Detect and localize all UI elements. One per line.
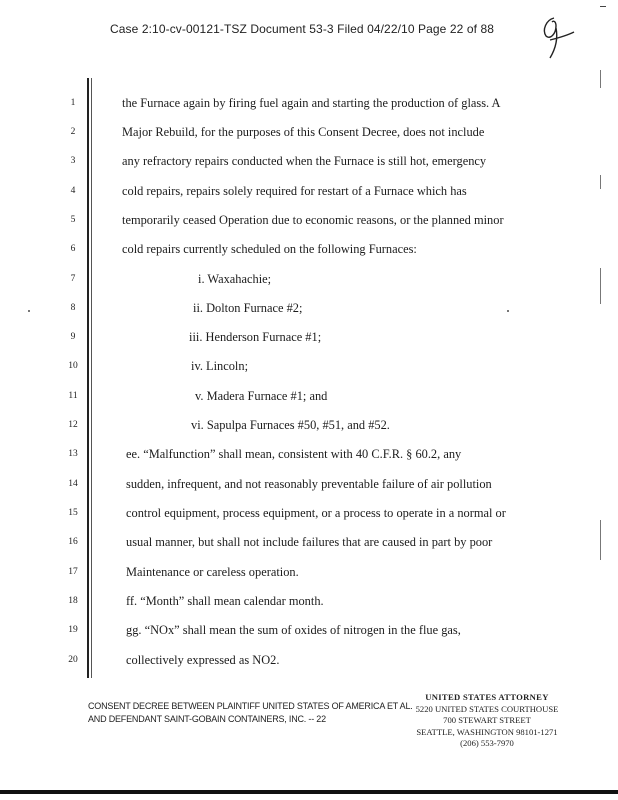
- line-number: 2: [70, 127, 76, 137]
- footer-caption-line-2: AND DEFENDANT SAINT-GOBAIN CONTAINERS, INC. -- 22: [88, 714, 326, 724]
- text-line: ff. “Month” shall mean calendar month.: [126, 594, 324, 608]
- line-number: 19: [68, 625, 78, 635]
- text-line: cold repairs, repairs solely required for restart of a Furnace which has: [122, 184, 467, 198]
- scan-speck: [28, 310, 30, 312]
- line-number: 15: [68, 508, 78, 518]
- text-line: ee. “Malfunction” shall mean, consistent with 40 C.F.R. § 60.2, any: [126, 447, 462, 461]
- line-number: 1: [70, 98, 76, 108]
- text-line: the Furnace again by firing fuel again and starting the production of glass. A: [122, 96, 501, 110]
- attorney-street: 700 STEWART STREET: [443, 715, 531, 725]
- scan-speck: [507, 310, 509, 312]
- line-number: 12: [68, 420, 78, 430]
- text-line: cold repairs currently scheduled on the following Furnaces:: [122, 242, 417, 256]
- line-number: 5: [70, 215, 76, 225]
- line-number: 3: [70, 156, 76, 166]
- attorney-phone: (206) 553-7970: [460, 738, 514, 748]
- line-number: 6: [70, 244, 76, 254]
- line-number: 16: [68, 537, 78, 547]
- text-line: sudden, infrequent, and not reasonably preventable failure of air pollution: [126, 477, 492, 491]
- footer-attorney-address: [402, 692, 572, 750]
- footer-caption-line-1: CONSENT DECREE BETWEEN PLAINTIFF UNITED STATES OF AMERICA ET AL.: [88, 701, 413, 711]
- text-line: Major Rebuild, for the purposes of this Consent Decree, does not include: [122, 125, 485, 139]
- pleading-margin-line-inner: [91, 78, 92, 678]
- text-line: temporarily ceased Operation due to economic reasons, or the planned minor: [122, 213, 504, 227]
- case-header: Case 2:10-cv-00121-TSZ Document 53-3 Filed 04/22/10 Page 22 of 88: [110, 22, 495, 36]
- scan-speck: [600, 268, 601, 304]
- attorney-city: SEATTLE, WASHINGTON 98101-1271: [416, 726, 558, 737]
- text-line: iv. Lincoln;: [191, 359, 249, 373]
- text-line: any refractory repairs conducted when the Furnace is still hot, emergency: [122, 154, 487, 168]
- line-number: 14: [68, 479, 78, 489]
- line-number: 4: [70, 186, 76, 196]
- line-number: 17: [68, 567, 78, 577]
- text-line: iii. Henderson Furnace #1;: [189, 330, 322, 344]
- scan-bottom-edge: [0, 790, 618, 794]
- footer-case-caption: [88, 700, 413, 726]
- text-line: collectively expressed as NO2.: [126, 653, 280, 667]
- scan-speck: [600, 520, 601, 560]
- scan-speck: [600, 70, 601, 88]
- margin-mark: [600, 6, 606, 7]
- handwritten-initials: [536, 14, 576, 62]
- line-number: 8: [70, 303, 76, 313]
- line-number: 11: [68, 391, 78, 401]
- attorney-building: 5220 UNITED STATES COURTHOUSE: [415, 703, 559, 714]
- text-line: Maintenance or careless operation.: [126, 565, 299, 579]
- attorney-office: UNITED STATES ATTORNEY: [425, 692, 549, 702]
- line-number: 9: [70, 332, 76, 342]
- text-line: gg. “NOx” shall mean the sum of oxides of nitrogen in the flue gas,: [126, 623, 461, 637]
- pleading-margin-line: [87, 78, 89, 678]
- line-number: 7: [70, 274, 76, 284]
- text-line: v. Madera Furnace #1; and: [195, 389, 328, 403]
- scan-speck: [600, 175, 601, 189]
- text-line: vi. Sapulpa Furnaces #50, #51, and #52.: [191, 418, 390, 432]
- line-number: 18: [68, 596, 78, 606]
- line-number: 10: [68, 361, 78, 371]
- text-line: i. Waxahachie;: [198, 272, 272, 286]
- text-line: control equipment, process equipment, or a process to operate in a normal or: [126, 506, 506, 520]
- text-line: usual manner, but shall not include failures that are caused in part by poor: [126, 535, 493, 549]
- line-number: 13: [68, 449, 78, 459]
- text-line: ii. Dolton Furnace #2;: [193, 301, 303, 315]
- line-number: 20: [68, 655, 78, 665]
